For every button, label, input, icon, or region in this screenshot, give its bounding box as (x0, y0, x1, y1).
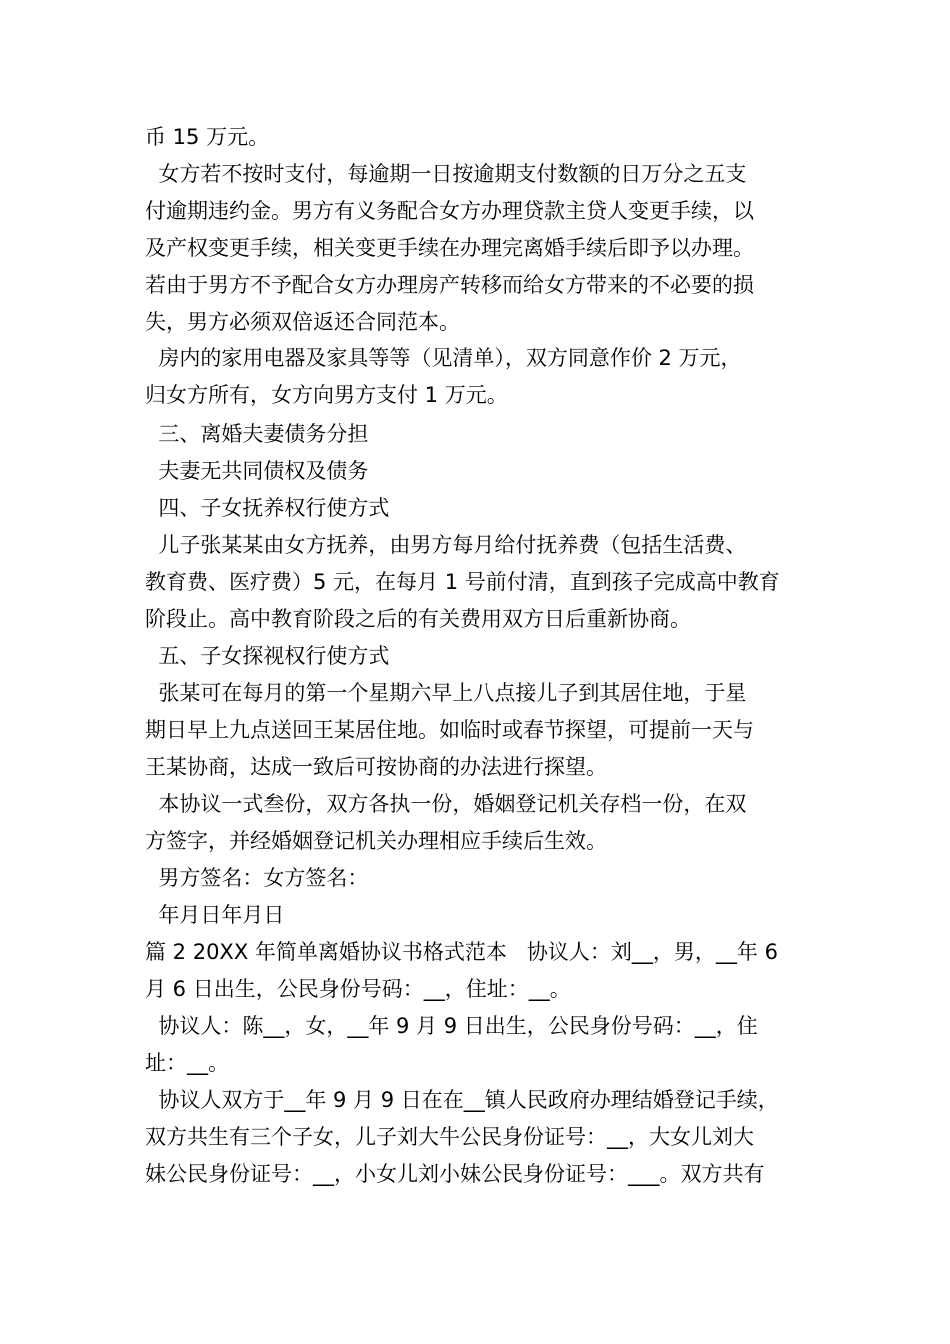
text-line: 协议人：陈__，女，__年 9 月 9 日出生，公民身份号码：__，住 (145, 1014, 758, 1038)
section-heading: 五、子女探视权行使方式 (145, 644, 390, 668)
signature-line: 男方签名：女方签名： (145, 866, 369, 890)
text-line: 及产权变更手续，相关变更手续在办理完离婚手续后即予以办理。 (145, 236, 754, 260)
text-line: 阶段止。高中教育阶段之后的有关费用双方日后重新协商。 (145, 607, 691, 631)
text-line: 失，男方必须双倍返还合同范本。 (145, 310, 460, 334)
text-line: 本协议一式叁份，双方各执一份，婚姻登记机关存档一份，在双 (145, 792, 747, 816)
text-line: 篇 2 20XX 年简单离婚协议书格式范本 协议人：刘__，男，__年 6 (145, 940, 778, 964)
text-line: 教育费、医疗费）5 元，在每月 1 号前付清，直到孩子完成高中教育 (145, 570, 780, 594)
text-line: 夫妻无共同债权及债务 (145, 459, 369, 483)
text-line: 归女方所有，女方向男方支付 1 万元。 (145, 383, 508, 407)
text-line: 付逾期违约金。男方有义务配合女方办理贷款主贷人变更手续，以 (145, 199, 754, 223)
text-line: 儿子张某某由女方抚养，由男方每月给付抚养费（包括生活费、 (145, 533, 747, 557)
section-heading: 三、离婚夫妻债务分担 (145, 422, 369, 446)
text-line: 妹公民身份证号：__，小女儿刘小妹公民身份证号：___。双方共有 (145, 1162, 765, 1186)
text-line: 若由于男方不予配合女方办理房产转移而给女方带来的不必要的损 (145, 273, 754, 297)
text-line: 房内的家用电器及家具等等（见清单），双方同意作价 2 万元， (145, 346, 742, 370)
text-line: 期日早上九点送回王某居住地。如临时或春节探望，可提前一天与 (145, 718, 754, 742)
text-line: 协议人双方于__年 9 月 9 日在在__镇人民政府办理结婚登记手续， (145, 1088, 779, 1112)
text-line: 址：__。 (145, 1051, 229, 1075)
date-line: 年月日年月日 (145, 903, 285, 927)
text-line: 女方若不按时支付，每逾期一日按逾期支付数额的日万分之五支 (145, 162, 747, 186)
text-line: 币 15 万元。 (145, 125, 270, 149)
text-line: 方签字，并经婚姻登记机关办理相应手续后生效。 (145, 829, 607, 853)
text-line: 双方共生有三个子女，儿子刘大牛公民身份证号：__，大女儿刘大 (145, 1125, 754, 1149)
text-line: 王某协商，达成一致后可按协商的办法进行探望。 (145, 755, 607, 779)
section-heading: 四、子女抚养权行使方式 (145, 496, 390, 520)
text-line: 张某可在每月的第一个星期六早上八点接儿子到其居住地，于星 (145, 681, 747, 705)
text-line: 月 6 日出生，公民身份号码：__，住址：__。 (145, 977, 571, 1001)
